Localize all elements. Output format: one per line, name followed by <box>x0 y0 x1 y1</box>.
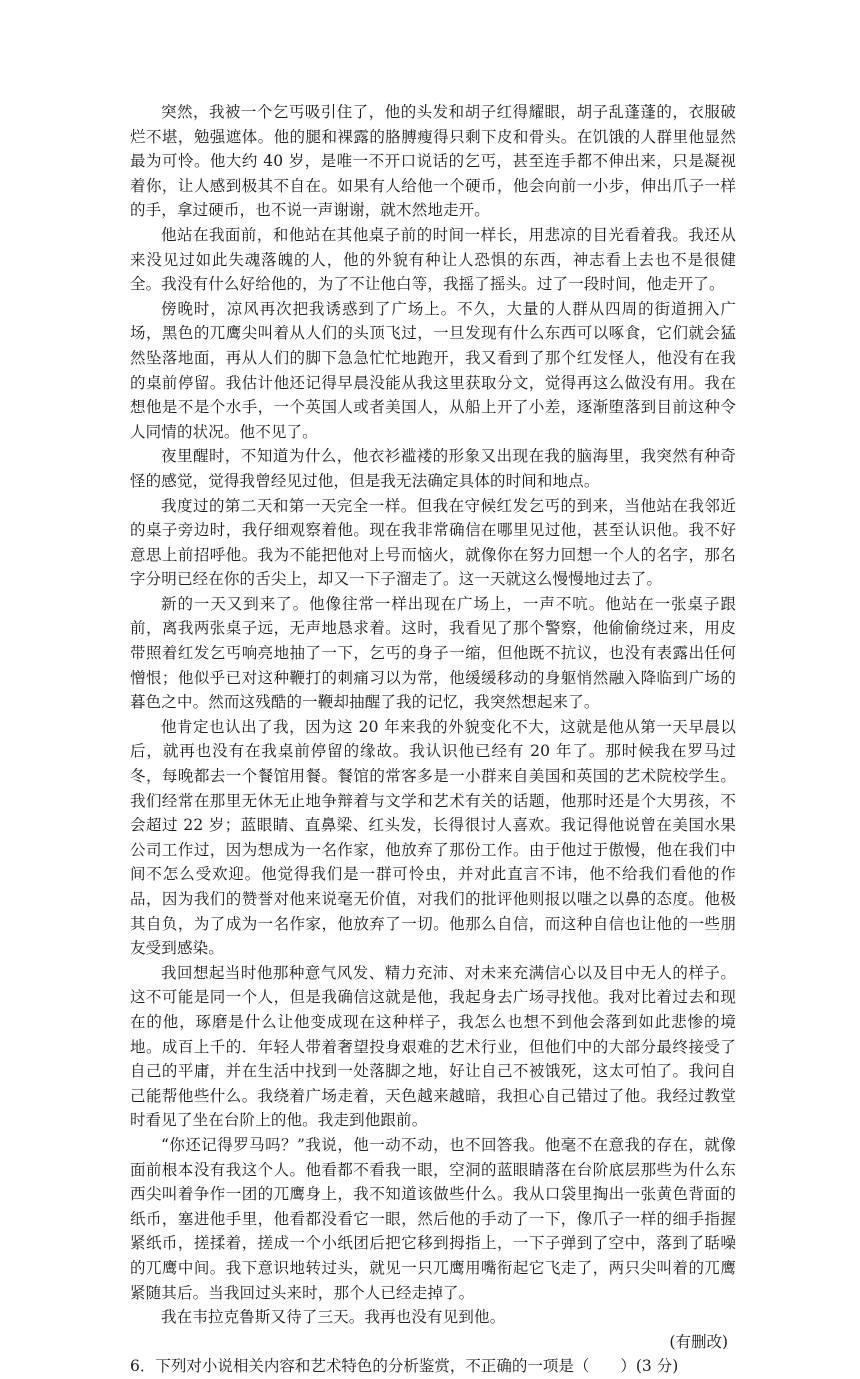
paragraph-7: 他肯定也认出了我，因为这 20 年来我的外貌变化不大，这就是他从第一天早晨以后，就再也没有在我桌前停留的缘故。我认识他已经有 20 年了。那时候我在罗马过冬，每晚都去一个餐馆用餐。餐馆的常客多是一小群来自美国和英国的艺术院校学生。我们经常在那里无休无止地争辩着与文学和艺术有关的话题，他那时还是个大男孩，不会超过 22 岁；蓝眼睛、直鼻梁、红头发，长得很讨人喜欢。我记得他说曾在美国水果公司工作过，因为想成为一名作家，他放弃了那份工作。由于他过于傲慢，他在我们中间不怎么受欢迎。他觉得我们是一群可怜虫，并对此直言不讳，他不给我们看他的作品，因为我们的赞誉对他来说毫无价值，对我们的批评他则报以嗤之以鼻的态度。他极其自负，为了成为一名作家，他放弃了一切。他那么自信，而这种自信也让他的一些朋友受到感染。 <box>130 717 736 958</box>
document-page <box>130 100 736 1379</box>
paragraph-10: 我在韦拉克鲁斯又待了三天。我再也没有见到他。 <box>161 1308 506 1327</box>
paragraph-1: 突然，我被一个乞丐吸引住了，他的头发和胡子红得耀眼，胡子乱蓬蓬的，衣服破烂不堪，勉强遮体。他的腿和裸露的胳膊瘦得只剩下皮和骨头。在饥饿的人群里他显然最为可怜。他大约 40 岁，是唯一不开口说话的乞丐，甚至连手都不伸出来，只是凝视着你，让人感到极其不自在。如果有人给他一个硬币，他会向前一小步，伸出爪子一样的手，拿过硬币，也不说一声谢谢，就木然地走开。 <box>130 103 736 220</box>
paragraph-9: “你还记得罗马吗？”我说，他一动不动，也不回答我。他毫不在意我的存在，就像面前根本没有我这个人。他看都不看我一眼，空洞的蓝眼睛落在台阶底层那些为什么东西尖叫着争作一团的兀鹰身上，我不知道该做些什么。我从口袋里掏出一张黄色背面的纸币，塞进他手里，他看都没看它一眼，然后他的手动了一下，像爪子一样的细手指握紧纸币，搓揉着，搓成一个小纸团后把它移到拇指上，一下子弹到了空中，落到了聒噪的兀鹰中间。我下意识地转过头，就见一只兀鹰用嘴衔起它飞走了，两只尖叫着的兀鹰紧随其后。当我回过头来时，那个人已经走掉了。 <box>130 1135 736 1302</box>
paragraph-8: 我回想起当时他那种意气风发、精力充沛、对未来充满信心以及目中无人的样子。这不可能是同一个人，但是我确信这就是他，我起身去广场寻找他。我对比着过去和现在的他，琢磨是什么让他变成现在这种样子，我怎么也想不到他会落到如此悲惨的境地。成百上千的．年轻人带着奢望投身艰难的艺术行业，但他们中的大部分最终接受了自己的平庸，并在生活中找到一处落脚之地，好让自己不被饿死，这太可怕了。我问自己能帮他些什么。我绕着广场走着，天色越来越暗，我担心自己错过了他。我经过教堂时看见了坐在台阶上的他。我走到他跟前。 <box>130 963 736 1130</box>
paragraph-2: 他站在我面前，和他站在其他桌子前的时间一样长，用悲凉的目光看着我。我还从来没见过如此失魂落魄的人，他的外貌有种让人恐惧的东西，神志看上去也不是很健全。我没有什么好给他的，为了不让他白等，我摇了摇头。过了一段时间，他走开了。 <box>130 225 736 294</box>
edit-note: (有删改) <box>669 1332 728 1351</box>
question-6: 6．下列对小说相关内容和艺术特色的分析鉴赏，不正确的一项是（ ）(3 分) <box>130 1357 679 1376</box>
paragraph-5: 我度过的第二天和第一天完全一样。但我在守候红发乞丐的到来，当他站在我邻近的桌子旁边时，我仔细观察着他。现在我非常确信在哪里见过他，甚至认识他。我不好意思上前招呼他。我为不能把他对上号而恼火，就像你在努力回想一个人的名字，那名字分明已经在你的舌尖上，却又一下子溜走了。这一天就这么慢慢地过去了。 <box>130 496 736 589</box>
paragraph-6: 新的一天又到来了。他像往常一样出现在广场上，一声不吭。他站在一张桌子跟前，离我两张桌子远，无声地恳求着。这时，我看见了那个警察，他偷偷绕过来，用皮带照着红发乞丐响亮地抽了一下，乞丐的身子一缩，但他既不抗议，也没有表露出任何憎恨；他似乎已对这种鞭打的刺痛习以为常，他缓缓移动的身躯悄然融入降临到广场的暮色之中。然而这残酷的一鞭却抽醒了我的记忆，我突然想起来了。 <box>130 594 736 712</box>
paragraph-3: 傍晚时，凉风再次把我诱惑到了广场上。不久，大量的人群从四周的街道拥入广场，黑色的兀鹰尖叫着从人们的头顶飞过，一旦发现有什么东西可以啄食，它们就会猛然坠落地面，再从人们的脚下急急忙忙地跑开，我又看到了那个红发怪人，他没有在我的桌前停留。我估计他还记得早晨没能从我这里获取分文，觉得再这么做没有用。我在想他是不是个水手，一个英国人或者美国人，从船上开了小差，逐渐堕落到目前这种令人同情的状况。他不见了。 <box>130 299 736 441</box>
paragraph-4: 夜里醒时，不知道为什么，他衣衫褴褛的形象又出现在我的脑海里，我突然有种奇怪的感觉，觉得我曾经见过他，但是我无法确定具体的时间和地点。 <box>130 447 736 490</box>
